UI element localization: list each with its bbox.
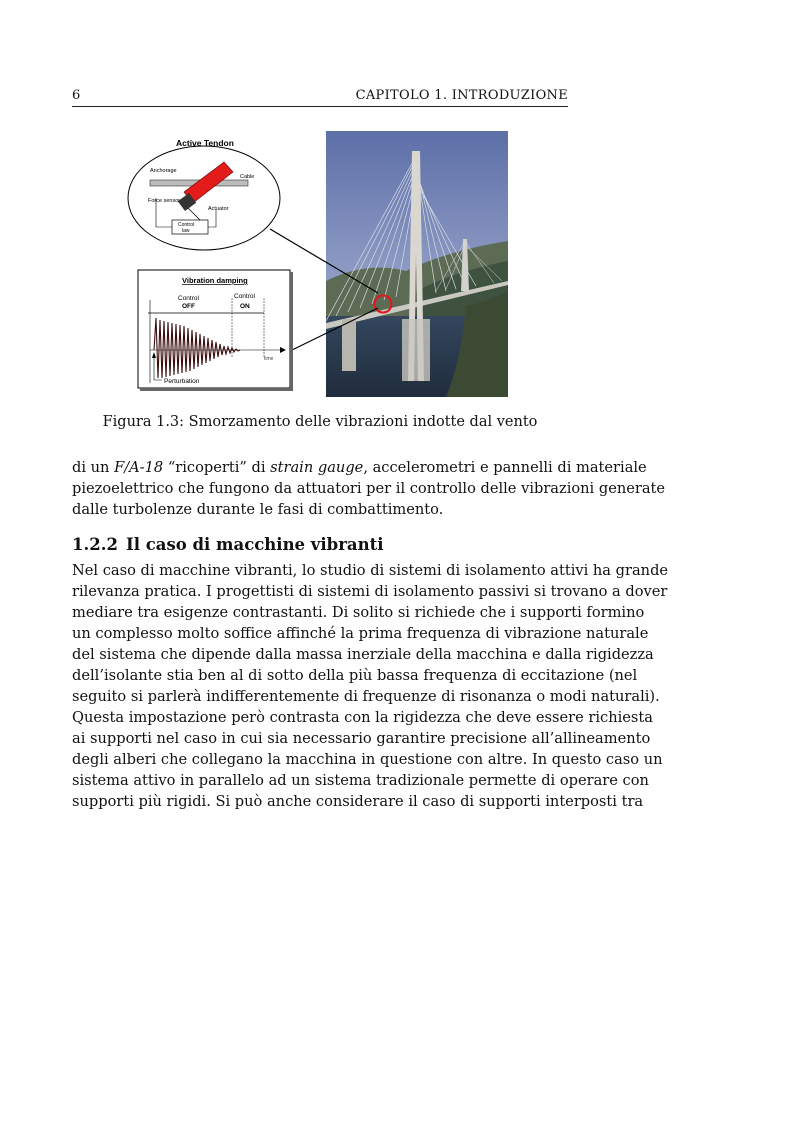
paragraph-1-line-2: piezoelettrico che fungono da attuatori per il controllo delle vibrazioni generate xyxy=(72,480,666,497)
control-off-label-1: Control xyxy=(178,295,199,302)
control-off-label-2: OFF xyxy=(182,303,195,310)
paragraph-2-line: del sistema che dipende dalla massa inerziale della macchina e dalla rigidezza xyxy=(72,646,654,663)
time-label: time xyxy=(264,356,274,362)
paragraph-1-line-3: dalle turbolenze durante le fasi di combattimento. xyxy=(72,501,444,518)
paragraph-2-line: degli alberi che collegano la macchina in questione con altre. In questo caso un xyxy=(72,751,663,768)
actuator-label: Actuator xyxy=(208,206,229,212)
active-tendon-diagram xyxy=(120,128,380,398)
paragraph-2-line: seguito si parlerà indifferentemente di frequenze di risonanza o modi naturali). xyxy=(72,688,660,705)
control-label-2: law xyxy=(182,228,190,234)
anchorage-label: Anchorage xyxy=(150,168,177,174)
control-on-label-1: Control xyxy=(234,293,255,300)
control-label-1: Control xyxy=(178,222,195,228)
page-number: 6 xyxy=(72,88,81,103)
tendon-title: Active Tendon xyxy=(176,138,234,148)
force-sensor-label: Force sensor xyxy=(148,198,181,204)
chapter-title: CAPITOLO 1. INTRODUZIONE xyxy=(355,88,568,103)
paragraph-2-line: un complesso molto soffice affinché la prima frequenza di vibrazione naturale xyxy=(72,625,649,642)
perturbation-label: Perturbation xyxy=(164,378,200,385)
paragraph-2-line: dell’isolante stia ben al di sotto della più bassa frequenza di eccitazione (nel xyxy=(72,667,638,684)
damping-title: Vibration damping xyxy=(182,276,248,285)
paragraph-2-line: ai supporti nel caso in cui sia necessario garantire precisione all’allineamento xyxy=(72,730,651,747)
paragraph-1 xyxy=(72,457,666,520)
section-number: 1.2.2 xyxy=(72,535,118,554)
control-on-label-2: ON xyxy=(240,303,250,310)
paragraph-2-line: rilevanza pratica. I progettisti di sistemi di isolamento passivi si trovano a dover xyxy=(72,583,668,600)
paragraph-2-line: Nel caso di macchine vibranti, lo studio di sistemi di isolamento attivi ha grande xyxy=(72,562,669,579)
section-heading xyxy=(72,535,383,554)
paragraph-2-line: sistema attivo in parallelo ad un sistema tradizionale permette di operare con xyxy=(72,772,649,789)
figure-caption: Figura 1.3: Smorzamento delle vibrazioni indotte dal vento xyxy=(102,414,538,430)
page-header xyxy=(72,88,568,107)
paragraph-2-line: mediare tra esigenze contrastanti. Di solito si richiede che i supporti formino xyxy=(72,604,645,621)
cable-label: Cable xyxy=(240,174,255,180)
section-title: Il caso di macchine vibranti xyxy=(126,535,384,554)
paragraph-2 xyxy=(72,560,669,812)
paragraph-1-line-1: di un F/A-18 “ricoperti” di strain gauge, accelerometri e pannelli di materiale xyxy=(72,459,647,476)
paragraph-2-line: supporti più rigidi. Si può anche considerare il caso di supporti interposti tra xyxy=(72,793,644,810)
paragraph-2-line: Questa impostazione però contrasta con la rigidezza che deve essere richiesta xyxy=(72,709,653,726)
diagram-drawing xyxy=(120,128,380,398)
